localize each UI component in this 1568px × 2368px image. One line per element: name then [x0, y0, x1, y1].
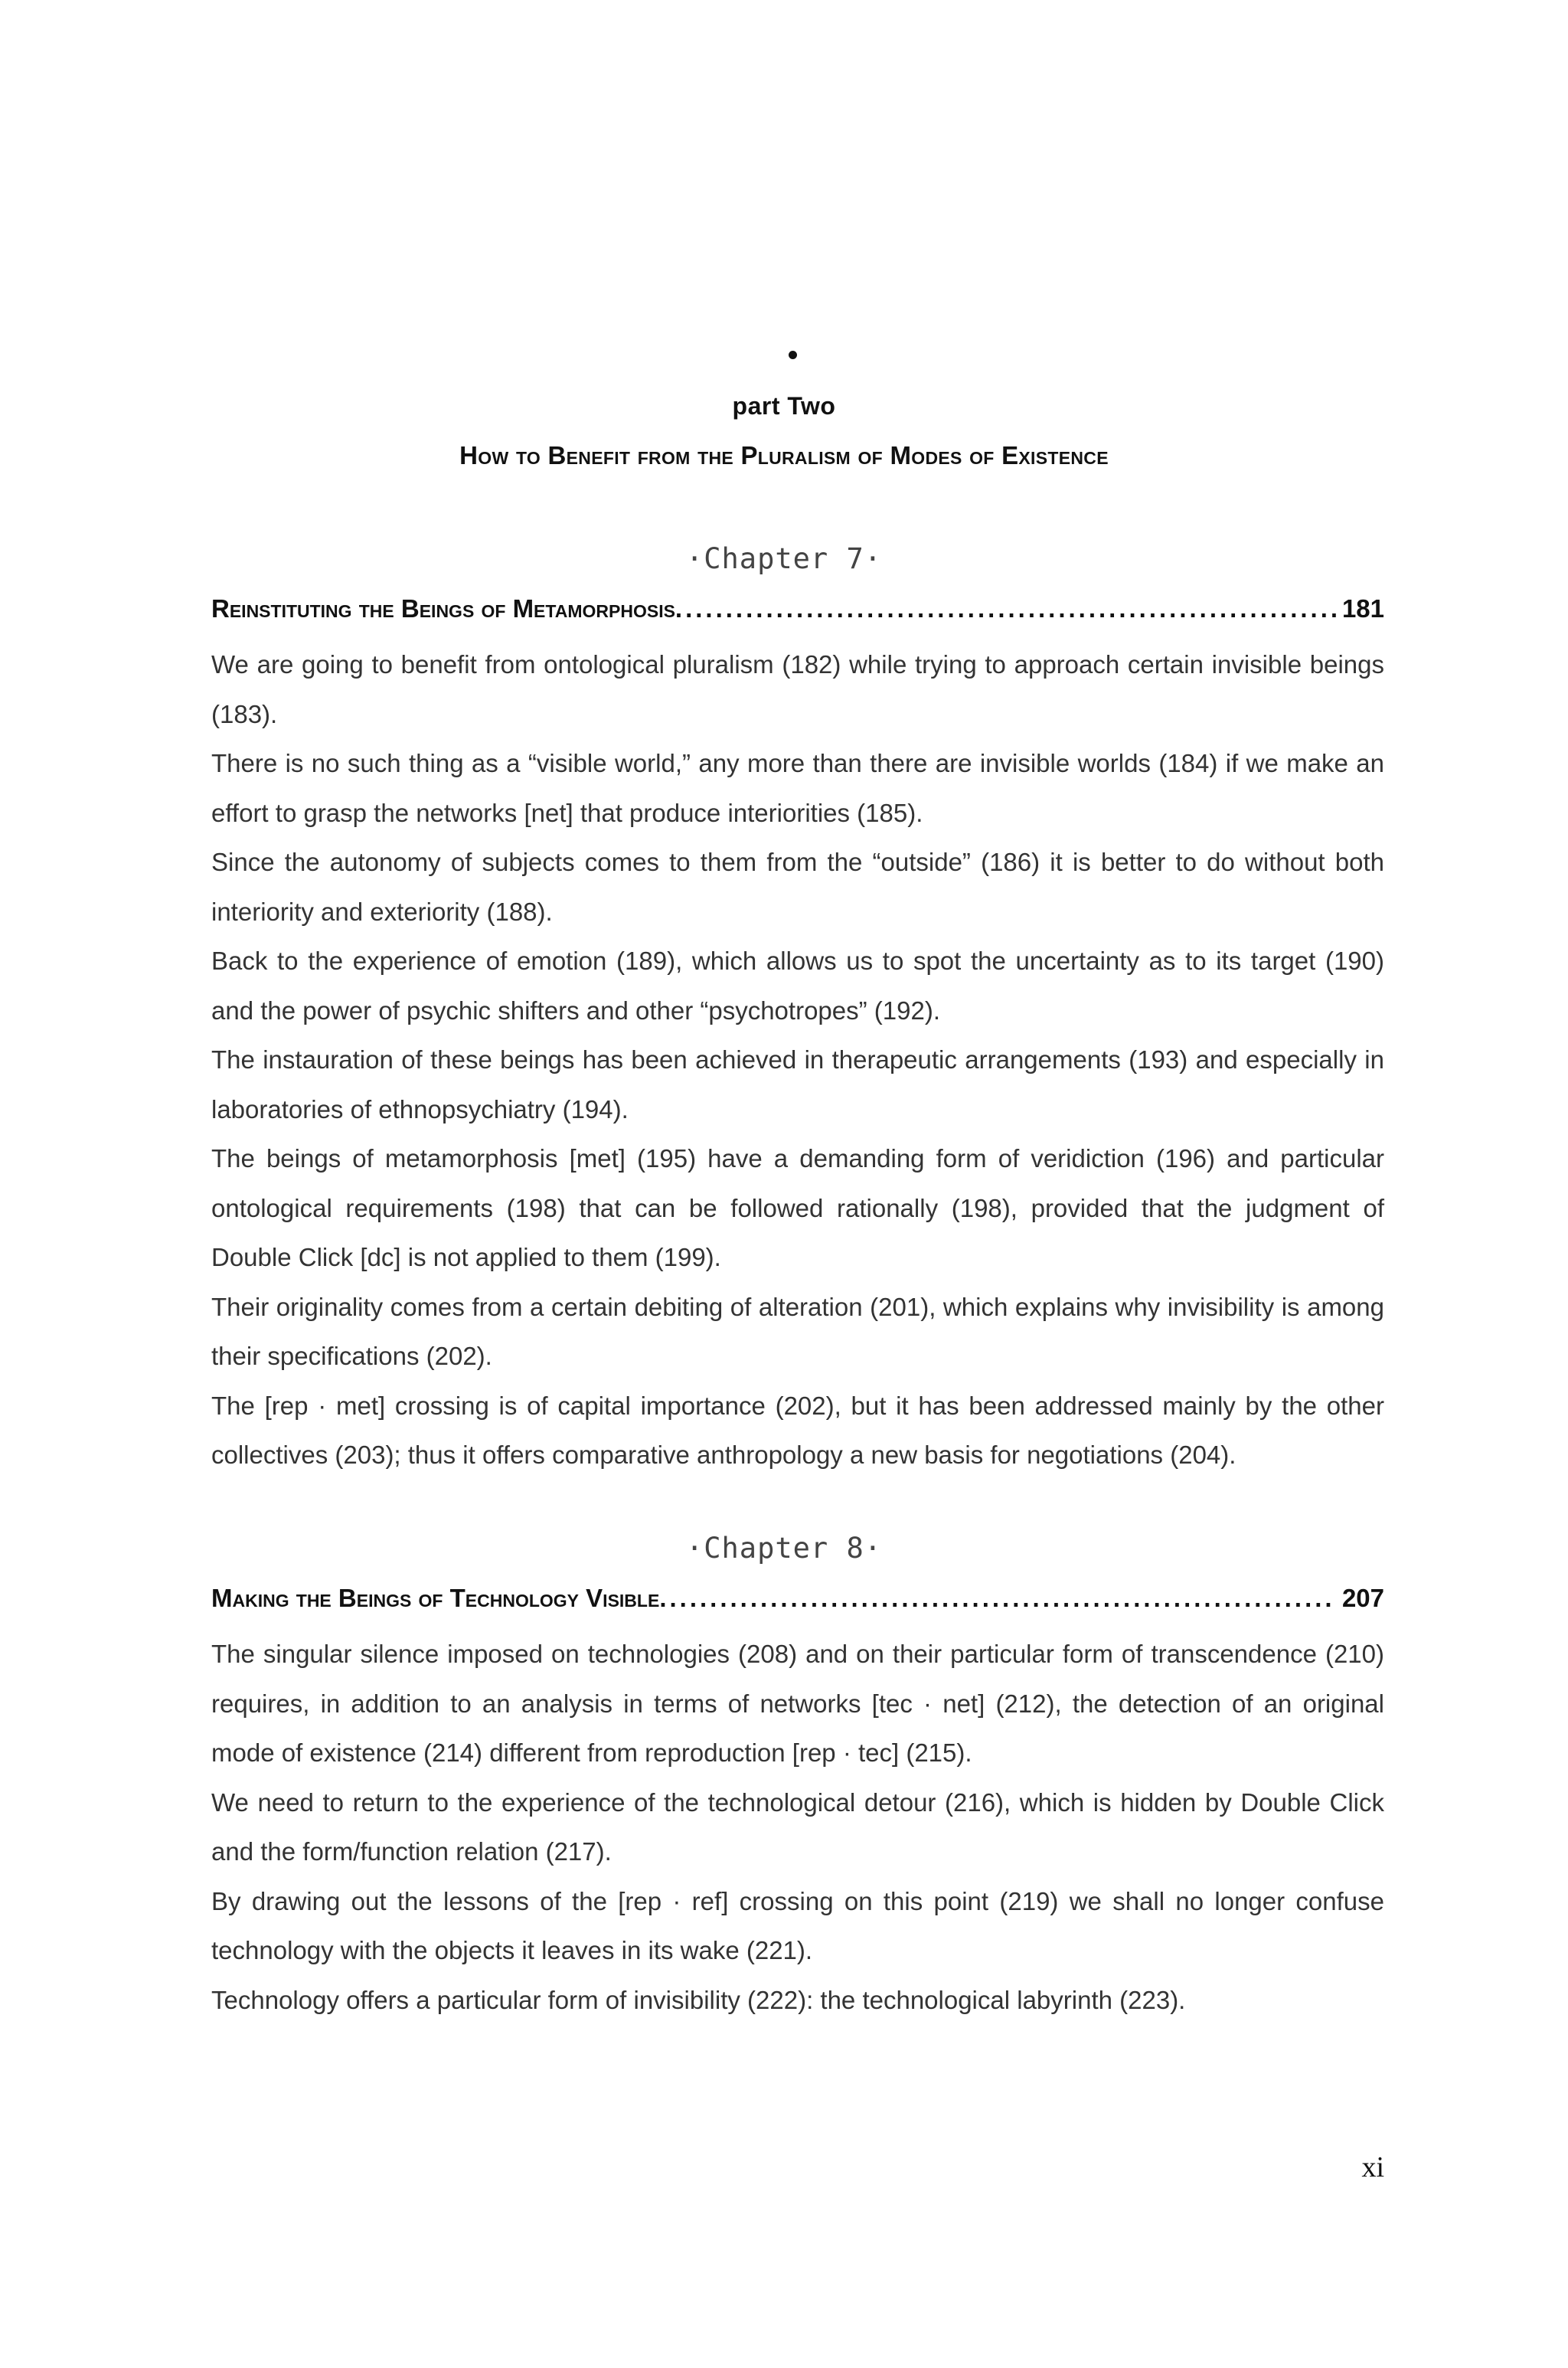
summary-paragraph: There is no such thing as a “visible world,” any more than there are invisible worlds (184) if we make an effort to grasp the networks [net] that produce interiorities (185).: [211, 749, 1384, 827]
part-title: How to Benefit from the Pluralism of Modes of Existence: [459, 441, 1109, 469]
summary-paragraph: The [rep · met] crossing is of capital importance (202), but it has been addressed mainly by the other collectives (203); thus it offers comparative anthropology a new basis for negotiations (204).: [211, 1391, 1384, 1469]
part-label: part Two: [732, 392, 836, 420]
summary-paragraph: Their originality comes from a certain debiting of alteration (201), which explains why invisibility is among their specifications (202).: [211, 1292, 1384, 1370]
summary-paragraph: Since the autonomy of subjects comes to them from the “outside” (186) it is better to do without both interiority and exteriority (188).: [211, 848, 1384, 926]
chapter-summary: [211, 1630, 1384, 2025]
toc-entry-page: 207: [1341, 1584, 1384, 1612]
chapter-heading: ·Chapter 8·: [685, 1532, 883, 1565]
summary-paragraph: Back to the experience of emotion (189), which allows us to spot the uncertainty as to its target (190) and the power of psychic shifters and other “psychotropes” (192).: [211, 947, 1384, 1025]
summary-paragraph: The beings of metamorphosis [met] (195) have a demanding form of veridiction (196) and particular ontological requirements (198) that can be followed rationally (198), provided that the judgment of Double Click [dc] is not applied to them (199).: [211, 1144, 1384, 1271]
chapter-summary: [211, 640, 1384, 1480]
summary-paragraph: The instauration of these beings has been achieved in therapeutic arrangements (193) and especially in laboratories of ethnopsychiatry (194).: [211, 1045, 1384, 1123]
page-number: xi: [1361, 2151, 1384, 2183]
summary-paragraph: The singular silence imposed on technologies (208) and on their particular form of transcendence (210) requires, in addition to an analysis in terms of networks [tec · net] (212), the detection of an original mode of existence (214) different from reproduction [rep · tec] (215).: [211, 1640, 1384, 1767]
summary-paragraph: We are going to benefit from ontological pluralism (182) while trying to approach certain invisible beings (183).: [211, 650, 1384, 728]
summary-paragraph: We need to return to the experience of the technological detour (216), which is hidden by Double Click and the form/function relation (217).: [211, 1787, 1384, 1866]
summary-paragraph: By drawing out the lessons of the [rep · ref] crossing on this point (219) we shall no longer confuse technology with the objects it leaves in its wake (221).: [211, 1886, 1384, 1964]
leader-dots: [675, 594, 1336, 623]
toc-entry-page: 181: [1341, 594, 1384, 623]
toc-entry-title: Reinstituting the Beings of Metamorphosis: [211, 594, 675, 623]
summary-paragraph: Technology offers a particular form of invisibility (222): the technological labyrinth (223).: [211, 1985, 1186, 2014]
ornament-bullet-icon: [789, 351, 797, 359]
toc-entry-title: Making the Beings of Technology Visible: [211, 1584, 660, 1612]
chapter-heading: ·Chapter 7·: [685, 542, 883, 575]
leader-dots: [659, 1584, 1336, 1613]
toc-entry[interactable]: [211, 594, 1384, 623]
toc-entry[interactable]: [211, 1584, 1384, 1613]
